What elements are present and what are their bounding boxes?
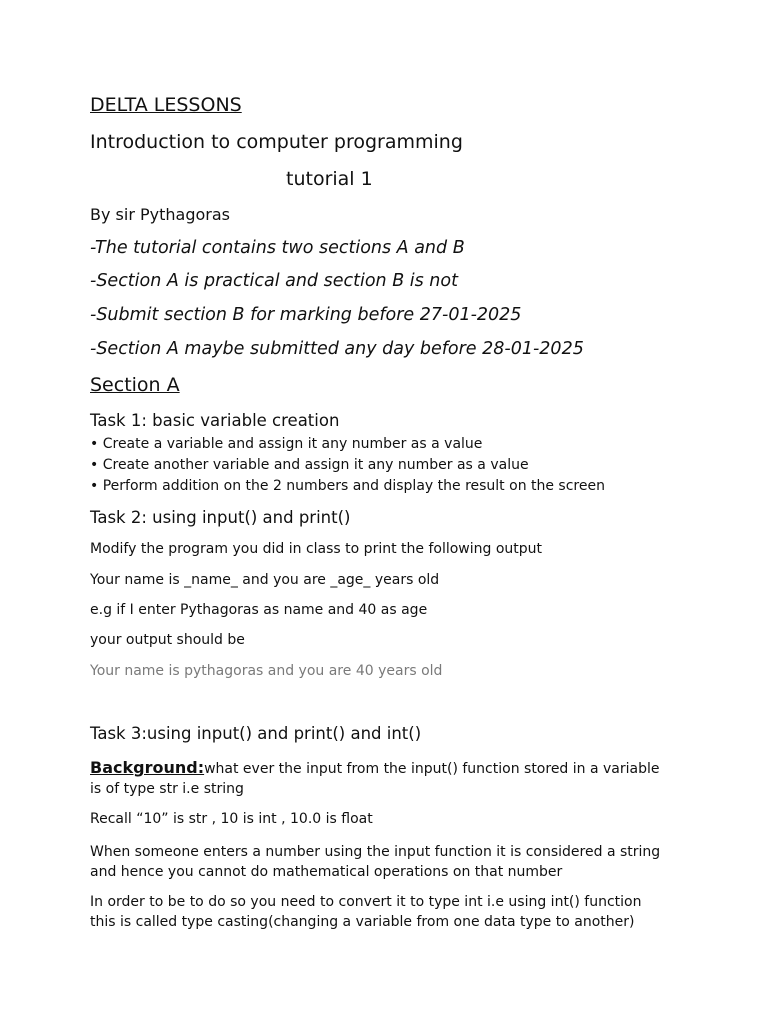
section-a-heading: Section A bbox=[90, 374, 180, 396]
background-label: Background: bbox=[90, 758, 205, 777]
task1-title: Task 1: basic variable creation bbox=[90, 411, 340, 430]
note-line: -Section A is practical and section B is not bbox=[90, 271, 458, 291]
task2-line: Modify the program you did in class to print the following output bbox=[90, 541, 543, 557]
background-text: what ever the input from the input() function stored in a variable is of type str i.e string bbox=[90, 761, 660, 797]
task3-title: Task 3:using input() and print() and int() bbox=[90, 724, 422, 743]
author-line: By sir Pythagoras bbox=[90, 205, 230, 224]
document-page bbox=[90, 0, 690, 1024]
paragraph: When someone enters a number using the input function it is considered a string and hence you cannot do mathematical operations on that number bbox=[90, 844, 661, 880]
task2-line: your output should be bbox=[90, 632, 245, 648]
list-item: • Perform addition on the 2 numbers and display the result on the screen bbox=[90, 476, 605, 497]
list-item: • Create another variable and assign it any number as a value bbox=[90, 455, 605, 476]
task1-bullet-list bbox=[90, 434, 605, 497]
tutorial-title: tutorial 1 bbox=[286, 168, 373, 190]
background-paragraph bbox=[90, 758, 670, 799]
task2-title: Task 2: using input() and print() bbox=[90, 508, 351, 527]
paragraph: In order to be to do so you need to convert it to type int i.e using int() function this is called type casting(changing a variable from one data type to another) bbox=[90, 894, 642, 930]
course-title: Introduction to computer programming bbox=[90, 131, 463, 153]
task2-line: e.g if I enter Pythagoras as name and 40 as age bbox=[90, 602, 428, 618]
org-title: DELTA LESSONS bbox=[90, 94, 242, 116]
example-output: Your name is pythagoras and you are 40 years old bbox=[90, 663, 443, 679]
note-line: -Submit section B for marking before 27-01-2025 bbox=[90, 305, 522, 325]
task2-line: Your name is _name_ and you are _age_ years old bbox=[90, 572, 440, 588]
note-line: -Section A maybe submitted any day before 28-01-2025 bbox=[90, 339, 584, 359]
list-item: • Create a variable and assign it any number as a value bbox=[90, 434, 605, 455]
note-line: -The tutorial contains two sections A and B bbox=[90, 238, 465, 258]
recall-line: Recall “10” is str , 10 is int , 10.0 is float bbox=[90, 811, 373, 827]
